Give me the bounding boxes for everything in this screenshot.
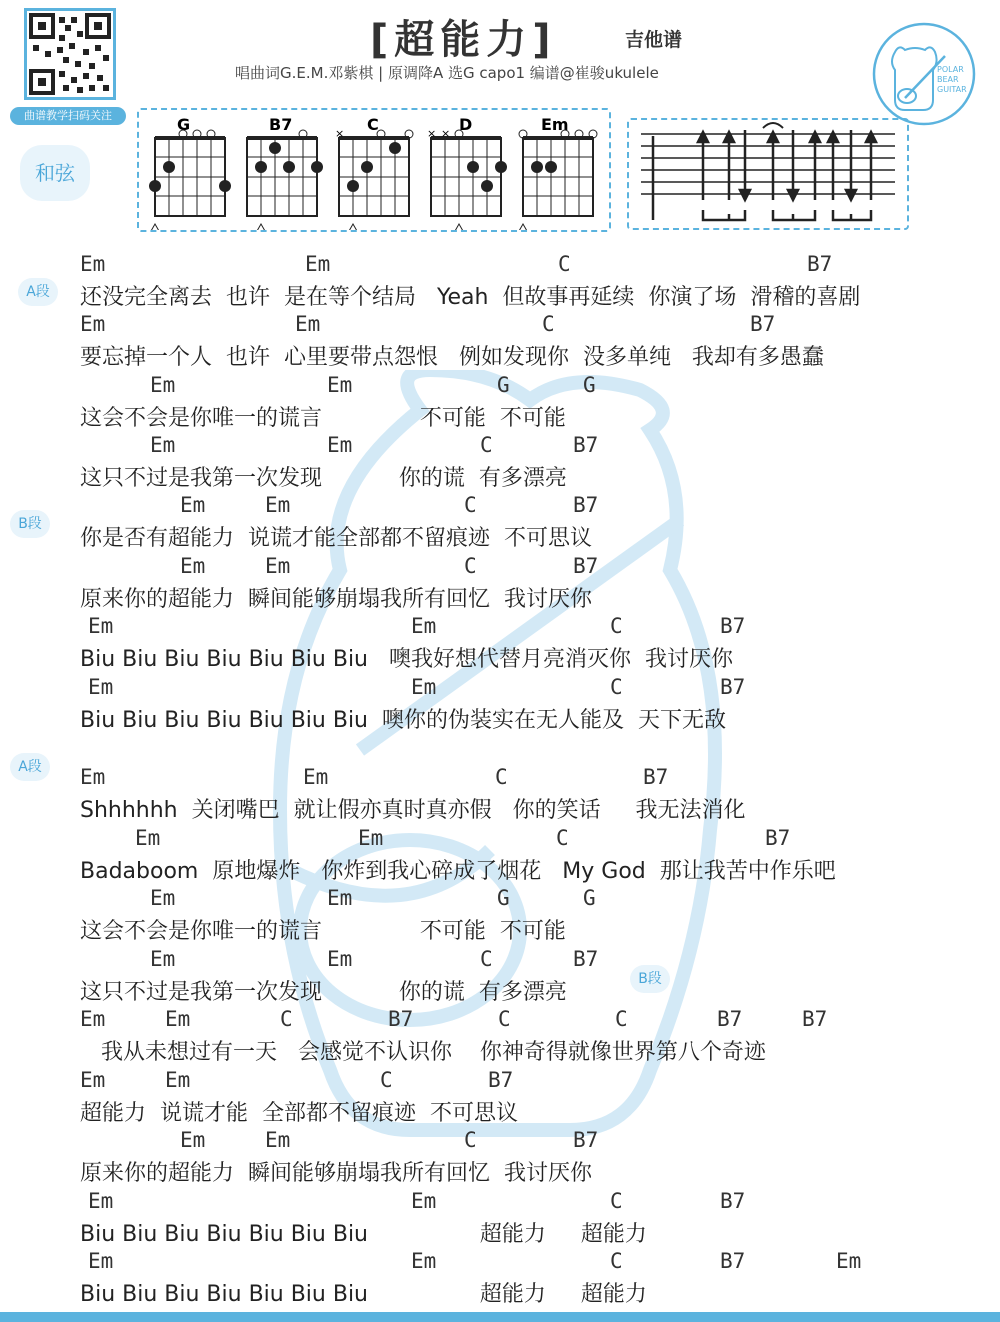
chord-label: B7 [765,826,791,850]
chord-label: B7 [488,1068,514,1092]
chord-label: Em [88,1189,114,1213]
svg-text:×: × [427,127,437,140]
chord-label: Em [303,765,329,789]
chord-label: B7 [573,1128,599,1152]
chord-label: Em [80,1068,106,1092]
chord-label: C [610,1189,623,1213]
logo-text-guitar: GUITAR [937,85,967,94]
lyric-text: Biu Biu Biu Biu Biu Biu Biu 噢你的伪装实在无人能及 天下无敌 [80,708,726,733]
chord-label: C [464,554,477,578]
chord-label: G [583,886,596,910]
chord-diagram-g [149,115,231,230]
credits: 唱曲词G.E.M.邓紫棋 | 原调降A 选G capo1 编谱@崔骏ukulele [235,64,659,82]
chord-diagram-em [519,115,597,230]
chord-label: C [480,433,493,457]
subtitle: 吉他谱 [625,29,683,51]
chord-label: Em [88,614,114,638]
chord-label: Em [180,493,206,517]
lyric-line [80,1189,980,1249]
chord-label: C [380,1068,393,1092]
chord-label: Em [180,554,206,578]
chord-label: C [610,1249,623,1273]
chord-label: Em [180,1128,206,1152]
lyric-text: Biu Biu Biu Biu Biu Biu Biu 超能力 超能力 [80,1282,647,1307]
chords-label: 和弦 [20,145,90,201]
polar-bear-guitar-logo [865,22,983,126]
chord-name-c: C [367,115,379,134]
chord-label: G [497,886,510,910]
chord-label: Em [411,1249,437,1273]
chord-label: C [615,1007,628,1031]
chord-label: Em [411,1189,437,1213]
chord-label: Em [265,554,291,578]
lyric-line [80,373,980,433]
chord-name-b7: B7 [269,115,293,134]
chord-label: Em [165,1007,191,1031]
chord-label: Em [327,886,353,910]
lyric-text: 还没完全离去 也许 是在等个结局 Yeah 但故事再延续 你演了场 滑稽的喜剧 [80,285,861,310]
chord-label: C [610,614,623,638]
chord-label: G [497,373,510,397]
svg-text:×: × [335,127,345,140]
lyric-line [80,312,980,372]
chord-label: Em [265,1128,291,1152]
chord-label: B7 [750,312,776,336]
chord-label: Em [165,1068,191,1092]
chord-label: B7 [573,554,599,578]
chord-label: Em [80,765,106,789]
chord-label: Em [88,1249,114,1273]
chord-label: C [495,765,508,789]
logo-text-bear: BEAR [937,75,959,84]
chord-label: B7 [720,614,746,638]
chord-name-d: D [459,115,473,134]
chord-label: C [542,312,555,336]
chord-label: Em [80,312,106,336]
section-tag-a: A段 [18,278,58,306]
chord-label: B7 [802,1007,828,1031]
lyric-text: Biu Biu Biu Biu Biu Biu Biu 超能力 超能力 [80,1222,647,1247]
chord-label: B7 [573,433,599,457]
lyric-text: 你是否有超能力 说谎才能全部都不留痕迹 不可思议 [80,526,592,551]
chord-diagram-d [427,115,507,230]
qr-caption: 曲谱教学扫码关注 [10,107,126,125]
chord-name-g: G [177,115,191,134]
chord-label: B7 [388,1007,414,1031]
lyric-text: 我从未想过有一天 会感觉不认识你 你神奇得就像世界第八个奇迹 [80,1040,766,1065]
song-title: [超能力] [370,17,557,63]
lyric-line [80,433,980,493]
chord-label: Em [305,252,331,276]
chord-diagram-b7 [247,115,323,230]
lyric-text: 超能力 说谎才能 全部都不留痕迹 不可思议 [80,1101,518,1126]
lyric-line [80,765,980,825]
chord-label: B7 [643,765,669,789]
lyric-text: 要忘掉一个人 也许 心里要带点怨恨 例如发现你 没多单纯 我却有多愚蠢 [80,345,824,370]
chord-label: C [556,826,569,850]
chord-label: Em [358,826,384,850]
lyric-line [80,826,980,886]
lyric-text: 这只不过是我第一次发现 你的谎 有多漂亮 [80,980,567,1005]
chord-label: Em [411,675,437,699]
chord-label: Em [80,1007,106,1031]
lyric-line [80,614,980,674]
bottom-bar [0,1312,1000,1322]
lyric-text: Badaboom 原地爆炸 你炸到我心碎成了烟花 My God 那让我苦中作乐吧 [80,859,836,884]
lyric-line [80,1068,980,1128]
chord-label: Em [150,433,176,457]
lyric-text: Biu Biu Biu Biu Biu Biu Biu 噢我好想代替月亮消灭你 我讨厌你 [80,647,733,672]
chord-label: B7 [573,947,599,971]
lyric-text: 这只不过是我第一次发现 你的谎 有多漂亮 [80,466,567,491]
lyric-line [80,675,980,735]
chord-diagrams [137,108,611,232]
section-tag-a-2: A段 [10,753,50,781]
lyric-line [80,886,980,946]
chord-label: B7 [717,1007,743,1031]
lyric-line [80,1249,980,1309]
chord-label: Em [88,675,114,699]
chord-label: Em [150,886,176,910]
chord-label: C [464,1128,477,1152]
chord-label: Em [327,373,353,397]
chord-label: Em [327,947,353,971]
lyric-text: 原来你的超能力 瞬间能够崩塌我所有回忆 我讨厌你 [80,587,592,612]
lyric-text: 这会不会是你唯一的谎言 不可能 不可能 [80,919,566,944]
lyric-line [80,1007,980,1067]
chord-label: Em [80,252,106,276]
section-tag-b: B段 [10,510,50,538]
chord-label: B7 [720,1249,746,1273]
chord-label: C [558,252,571,276]
chord-name-em: Em [541,115,569,134]
chord-label: Em [327,433,353,457]
lyric-text: 这会不会是你唯一的谎言 不可能 不可能 [80,406,566,431]
chord-label: B7 [573,493,599,517]
chord-label: Em [295,312,321,336]
lyric-line [80,947,980,1007]
chord-label: B7 [807,252,833,276]
lyric-text: 原来你的超能力 瞬间能够崩塌我所有回忆 我讨厌你 [80,1161,592,1186]
chord-label: Em [411,614,437,638]
lyric-line [80,493,980,553]
chord-label: C [464,493,477,517]
lyric-line [80,252,980,312]
chord-label: C [610,675,623,699]
chord-label: Em [150,373,176,397]
strum-pattern [627,118,909,230]
section-tag-b-2: B段 [630,965,670,993]
qr-code[interactable] [24,8,116,100]
chord-diagram-c [335,115,413,230]
chord-label: C [280,1007,293,1031]
lyric-text: Shhhhhh 关闭嘴巴 就让假亦真时真亦假 你的笑话 我无法消化 [80,798,746,823]
chord-label: C [498,1007,511,1031]
chord-label: C [480,947,493,971]
chord-label: B7 [720,675,746,699]
logo-text-polar: POLAR [937,65,964,74]
chord-label: Em [836,1249,862,1273]
chord-label: Em [265,493,291,517]
chord-label: Em [135,826,161,850]
svg-text:×: × [441,127,451,140]
chord-label: Em [150,947,176,971]
lyric-line [80,554,980,614]
chord-label: B7 [720,1189,746,1213]
chord-label: G [583,373,596,397]
lyric-line [80,1128,980,1188]
